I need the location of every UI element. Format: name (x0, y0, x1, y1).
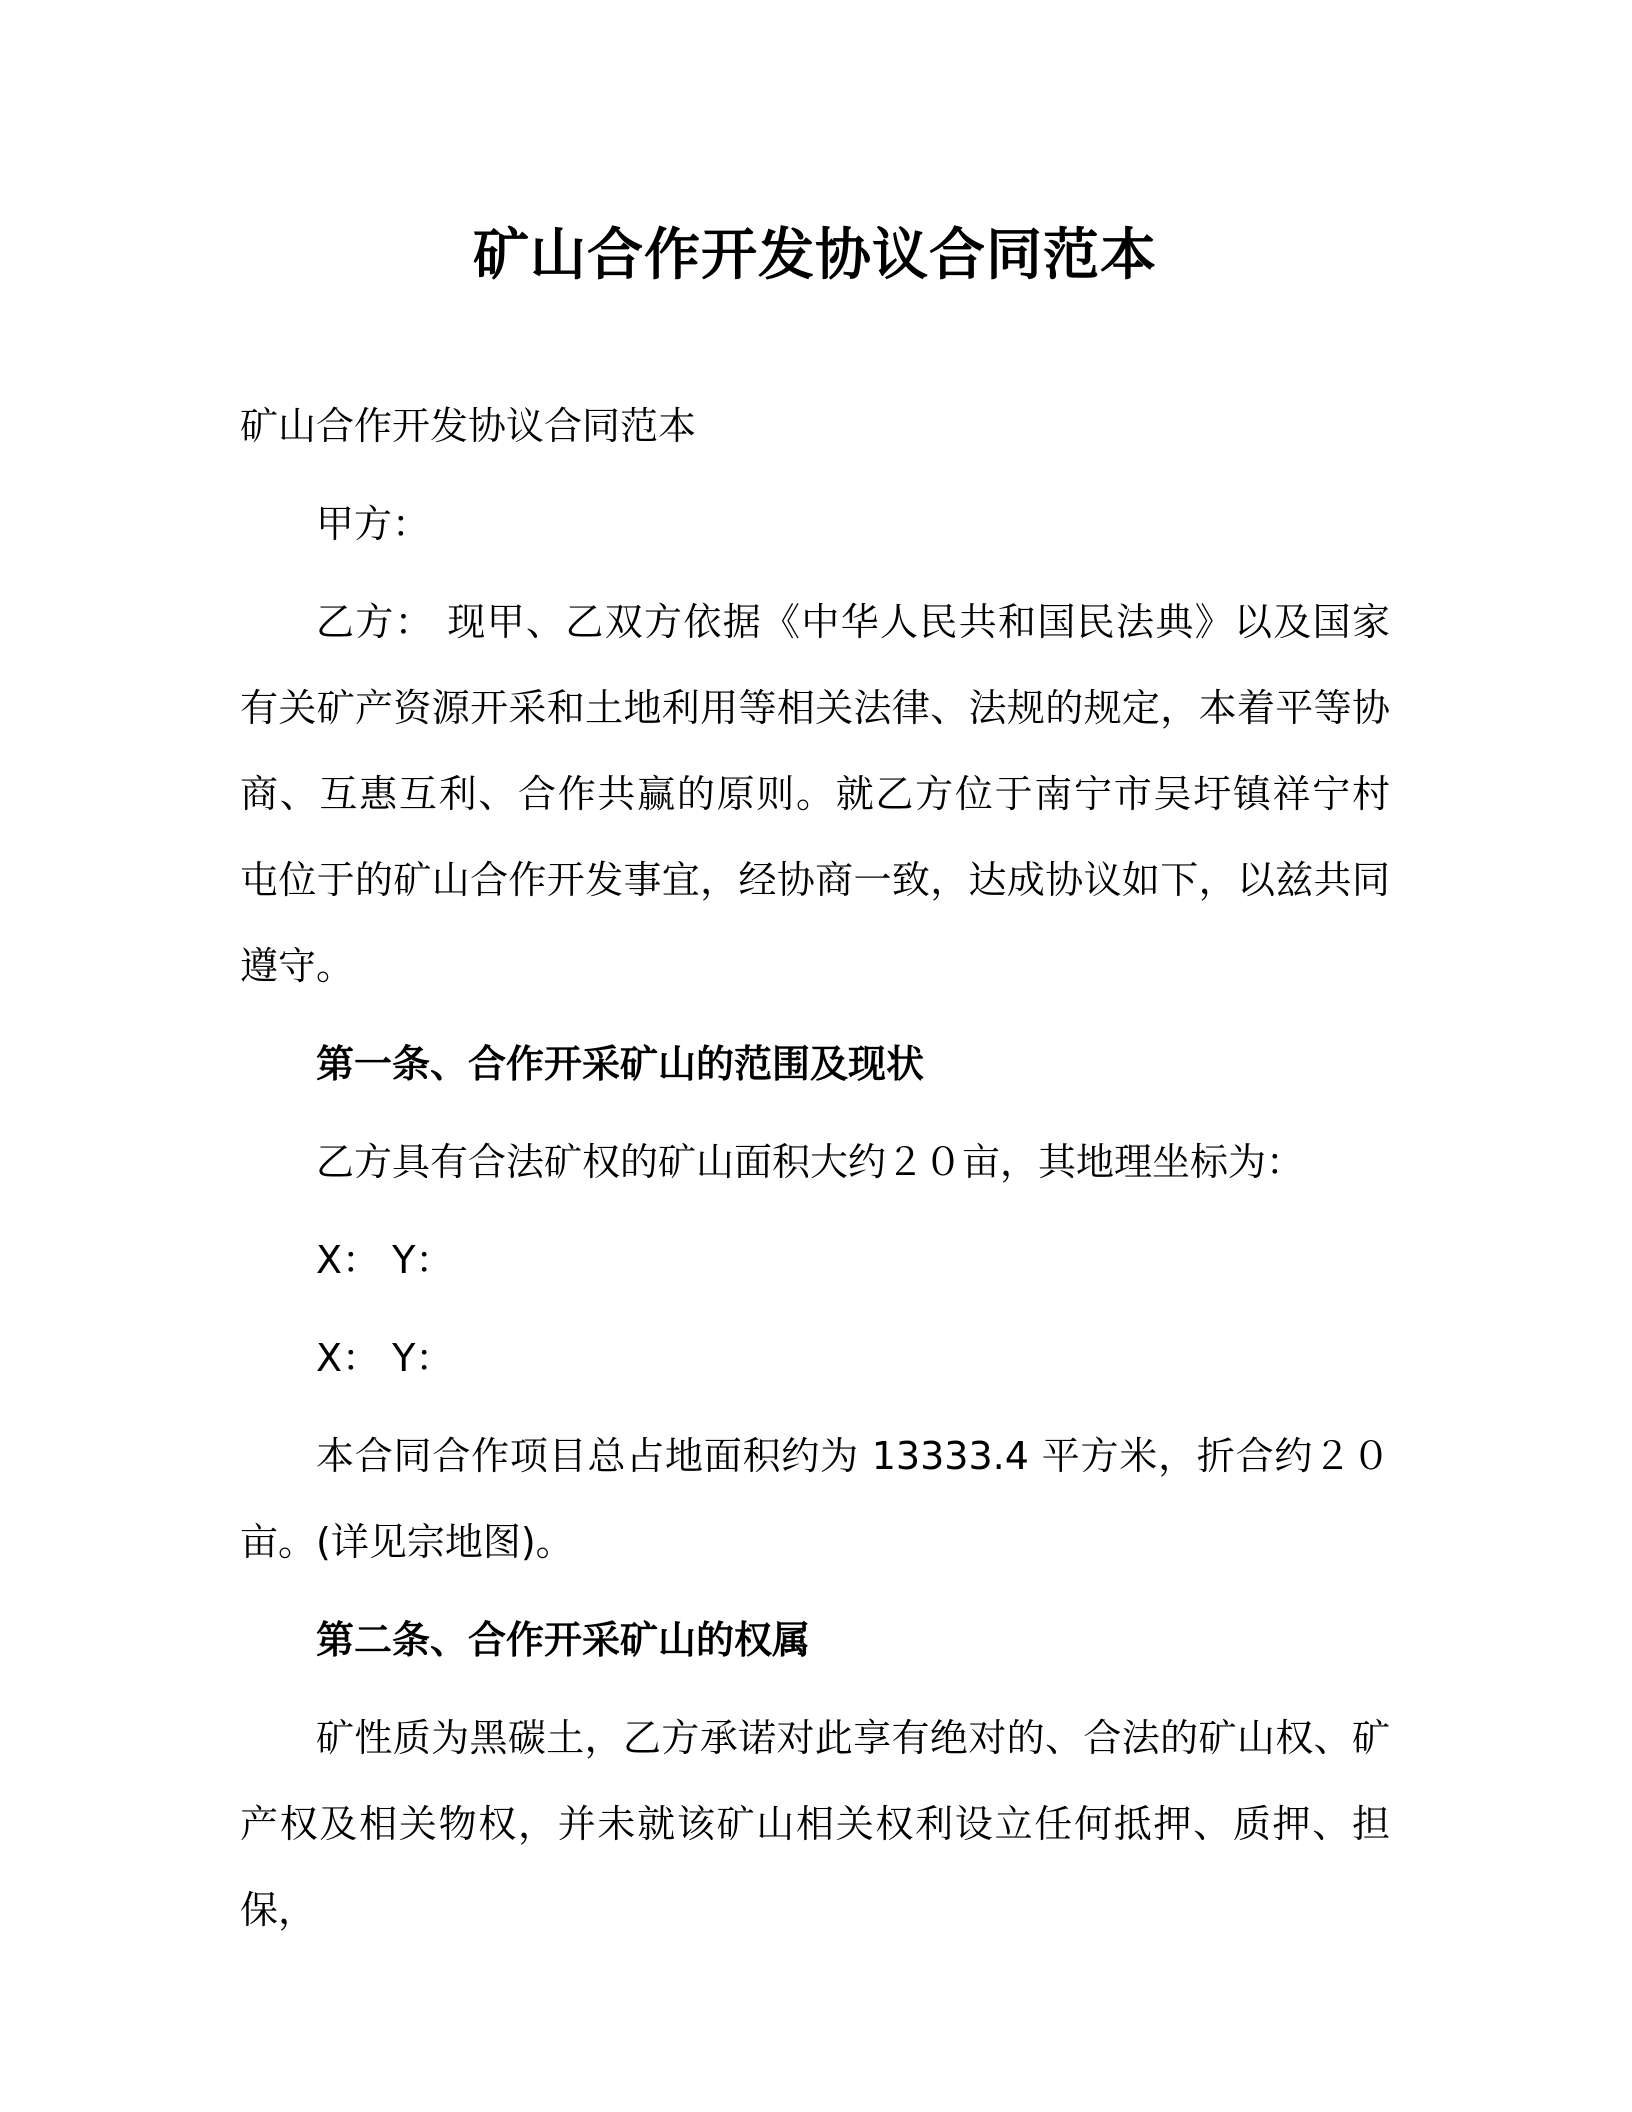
paragraph-coordinates-1: X： Y： (316, 1238, 454, 1282)
paragraph-party-a: 甲方： (316, 502, 431, 546)
heading-article-2: 第二条、合作开采矿山的权属 (316, 1618, 811, 1662)
paragraph-total-area: 本合同合作项目总占地面积约为 13333.4 平方米，折合约２０亩。(详见宗地图)。 (240, 1434, 1390, 1564)
paragraph-coordinates-2: X： Y： (316, 1336, 454, 1380)
document-title: 矿山合作开发协议合同范本 (473, 223, 1157, 288)
heading-article-1: 第一条、合作开采矿山的范围及现状 (316, 1042, 925, 1086)
paragraph-party-b-preamble: 乙方： 现甲、乙双方依据《中华人民共和国民法典》以及国家有关矿产资源开采和土地利用等相关法律、法规的规定，本着平等协商、互惠互利、合作共赢的原则。就乙方位于南宁市吴圩镇祥宁村 屯位于的矿山合作开发事宜，经协商一致，达成协议如下，以兹共同遵守。 (240, 600, 1390, 988)
paragraph-mine-area: 乙方具有合法矿权的矿山面积大约２０亩，其地理坐标为： (316, 1140, 1305, 1184)
paragraph-mine-ownership: 矿性质为黑碳土，乙方承诺对此享有绝对的、合法的矿山权、矿产权及相关物权，并未就该矿山相关权利设立任何抵押、质押、担保， (240, 1716, 1390, 1932)
paragraph-doc-name: 矿山合作开发协议合同范本 (240, 404, 697, 448)
